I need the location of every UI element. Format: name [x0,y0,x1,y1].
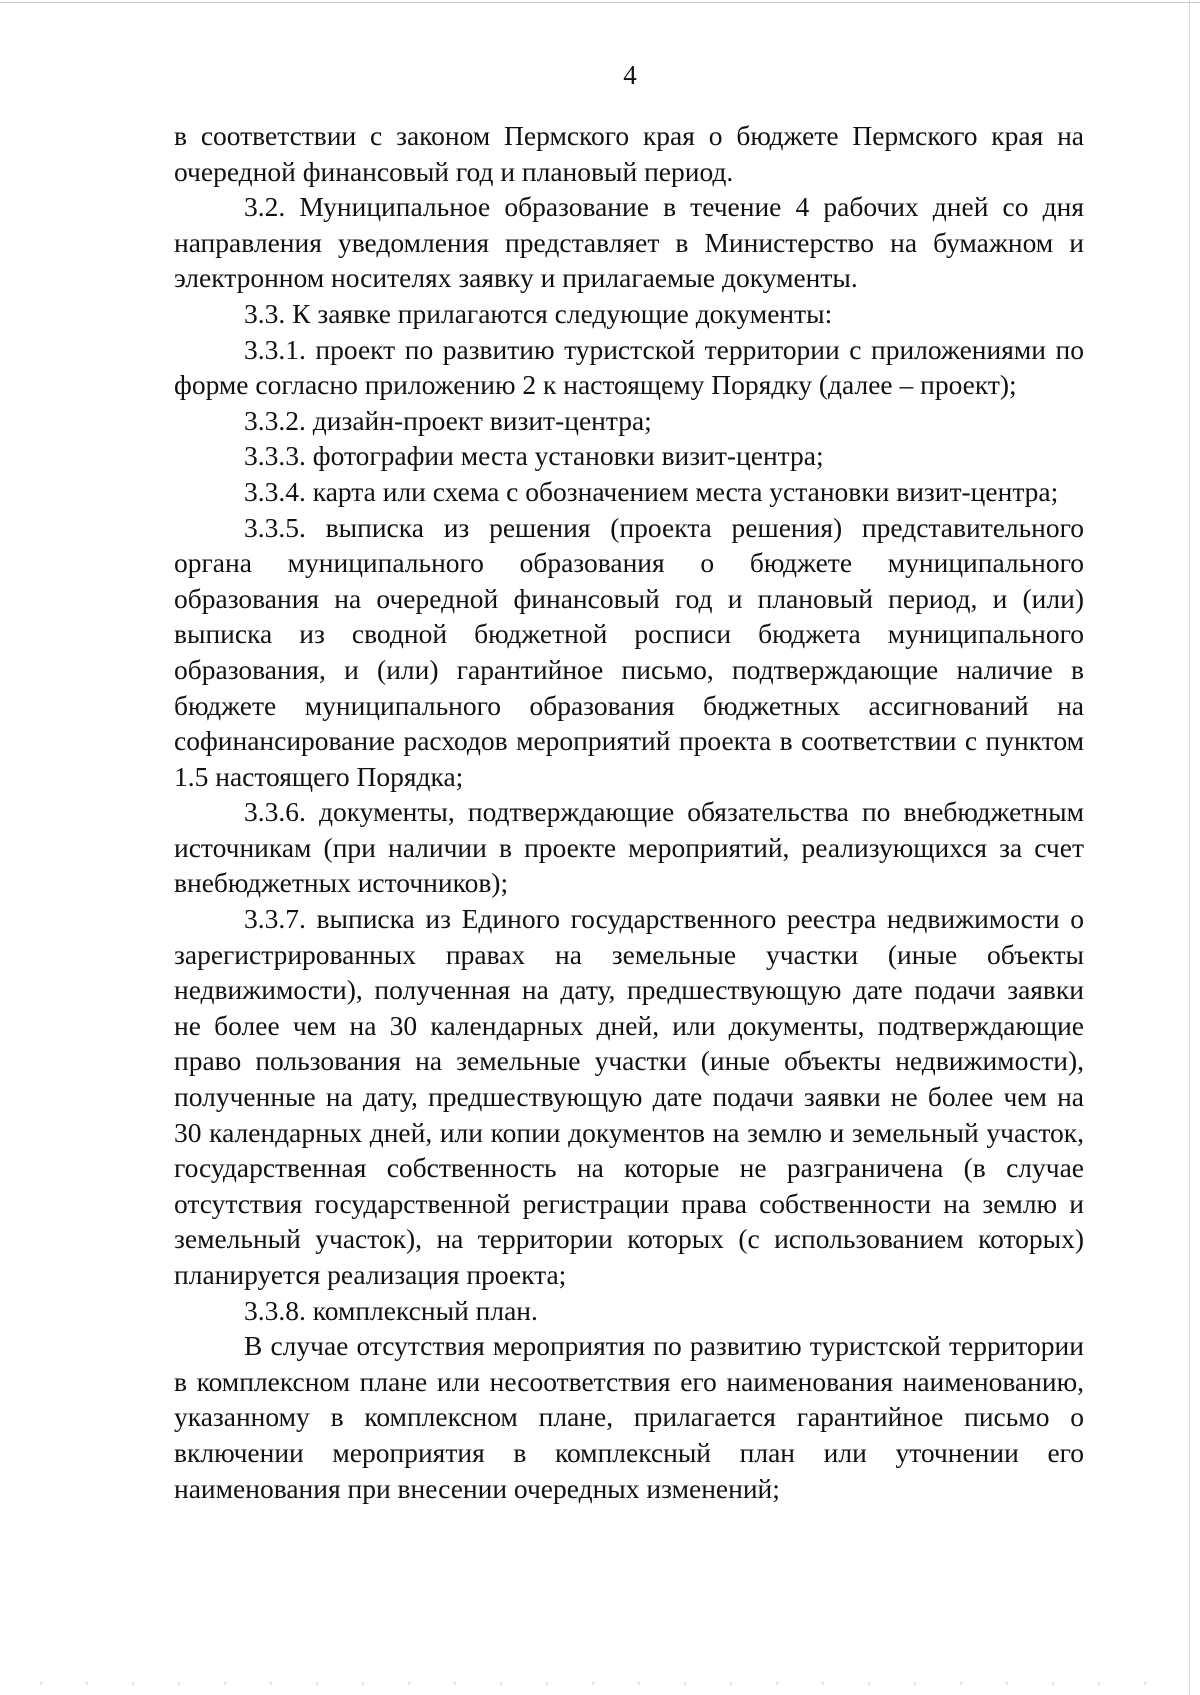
page-number: 4 [623,60,637,90]
paragraph-3-3-1: 3.3.1. проект по развитию туристской территории с приложениями по форме согласно приложению 2 к настоящему Порядку (далее – проект); [174,333,1084,401]
scan-edge-right [1189,0,1190,1695]
paragraph-1: в соответствии с законом Пермского края о бюджете Пермского края на очередной финансовый год и плановый период. [174,120,1084,187]
document-body [174,118,1084,1506]
paragraph-3-3: 3.3. К заявке прилагаются следующие документы: [244,297,833,329]
paragraph-3-3-4: 3.3.4. карта или схема с обозначением места установки визит-центра; [244,475,1059,507]
scan-edge-top [0,2,1200,3]
paragraph-3-3-5: 3.3.5. выписка из решения (проекта решения) представительного органа муниципального образования о бюджете муниципального образования на очередной финансовый год и плановый период, и (или) выписка из сводной бюджетной росписи бюджета муниципального образования, и (или) гарантийное письмо, подтверждающие наличие в бюджете муниципального образования бюджетных ассигнований на софинансирование расходов мероприятий проекта в соответствии с пунктом 1.5 настоящего Порядка; [174,511,1084,792]
paragraph-3-3-7: 3.3.7. выписка из Единого государственного реестра недвижимости о зарегистрированных правах на земельные участки (иные объекты недвижимости), полученная на дату, предшествующую дате подачи заявки не более чем на 30 календарных дней, или документы, подтверждающие право пользования на земельные участки (иные объекты недвижимости), полученные на дату, предшествующую дате подачи заявки не более чем на 30 календарных дней, или копии документов на землю и земельный участок, государственная собственность на которые не разграничена (в случае отсутствия государственной регистрации права собственности на землю и земельный участок), на территории которых (с использованием которых) планируется реализация проекта; [174,903,1084,1290]
scan-artifact-dots [40,1682,1160,1685]
paragraph-note: В случае отсутствия мероприятия по развитию туристской территории в комплексном плане или несоответствия его наименования наименованию, указанному в комплексном плане, прилагается гарантийное письмо о включении мероприятия в комплексный план или уточнении его наименования при внесении очередных изменений; [174,1330,1084,1504]
paragraph-3-2: 3.2. Муниципальное образование в течение 4 рабочих дней со дня направления уведомления представляет в Министерство на бумажном и электронном носителях заявку и прилагаемые документы. [174,191,1084,294]
paragraph-3-3-3: 3.3.3. фотографии места установки визит-центра; [244,440,824,472]
paragraph-3-3-2: 3.3.2. дизайн-проект визит-центра; [244,404,652,436]
paragraph-3-3-8: 3.3.8. комплексный план. [244,1294,538,1326]
paragraph-3-3-6: 3.3.6. документы, подтверждающие обязательства по внебюджетным источникам (при наличии в проекте мероприятий, реализующихся за счет внебюджетных источников); [174,796,1084,899]
